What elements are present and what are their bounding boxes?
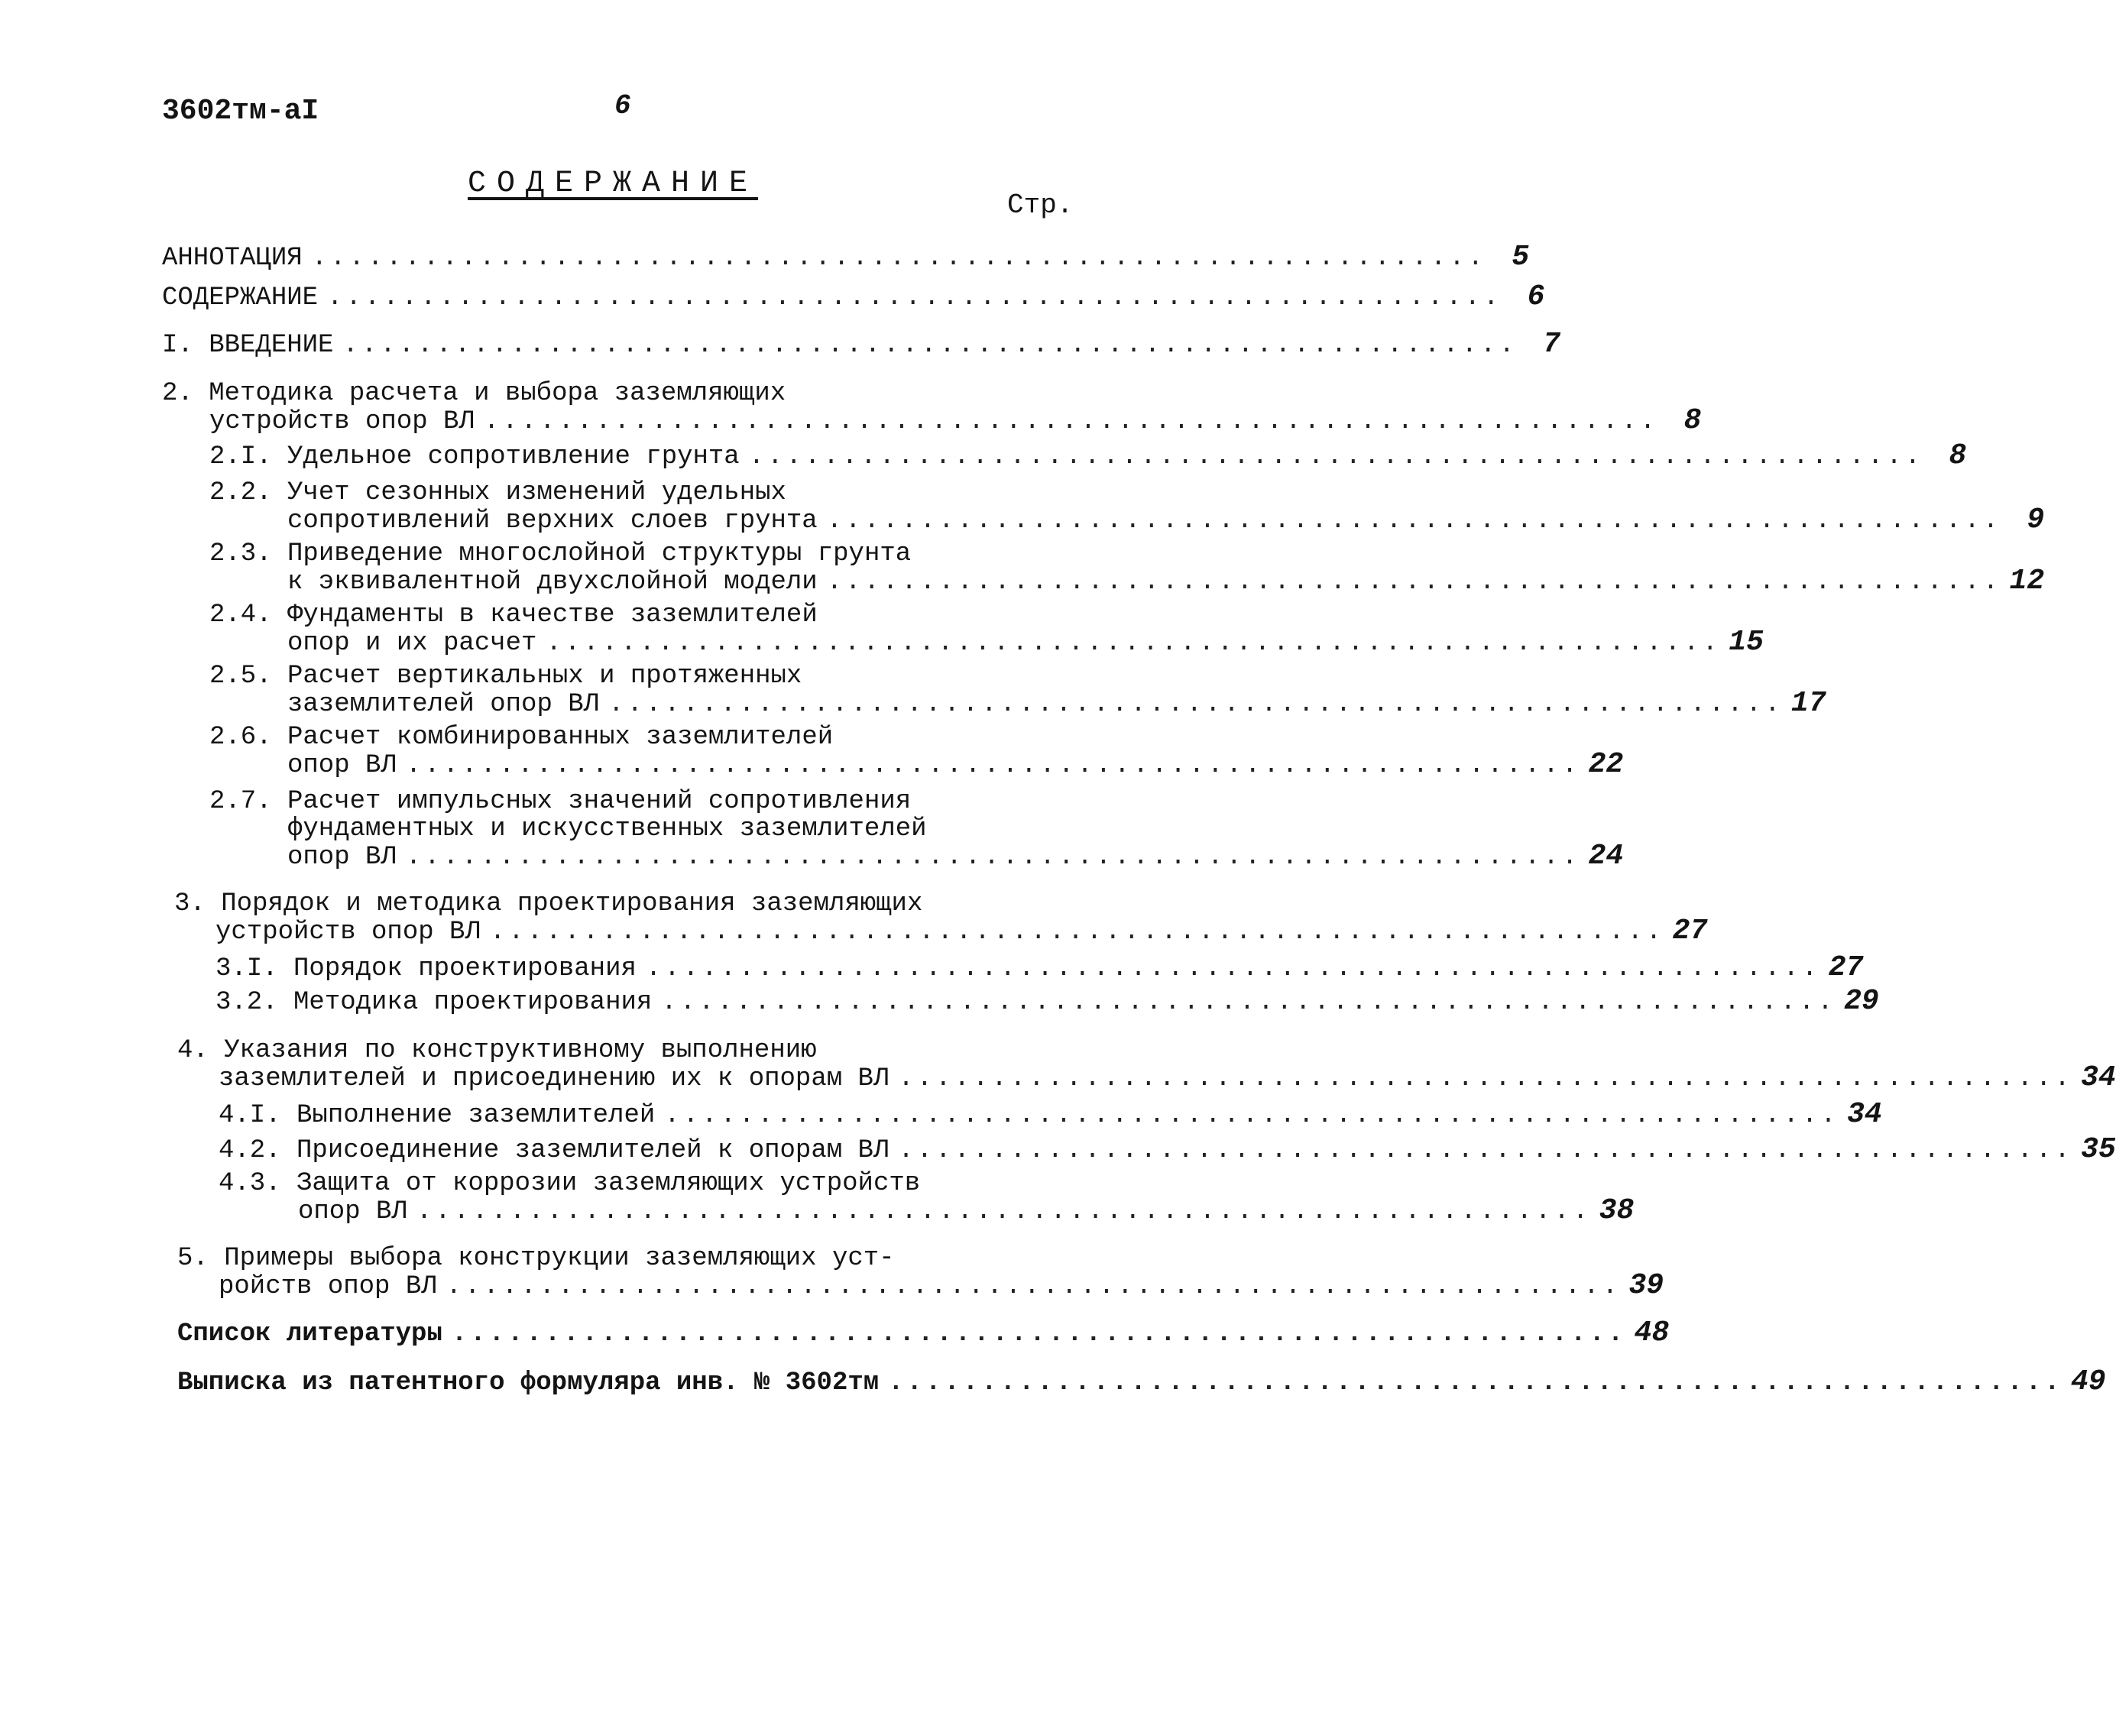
toc-entry-annotation: АННОТАЦИЯ ............................................................... 5 [162,241,1530,274]
toc-entry-section-2-7-line1: 2.7. Расчет импульсных значений сопротивления [209,787,912,816]
leader-dots: ............................................................... [645,954,1821,983]
toc-entry-section-2-5: заземлителей опор ВЛ ............................................................... 17 [287,687,1826,720]
toc-entry-literature: Список литературы ............................................................... 48 [177,1317,1670,1349]
leader-dots: ............................................................... [416,1197,1592,1226]
toc-entry-section-4-2: 4.2. Присоединение заземлителей к опорам ВЛ ............................................................... 35 [219,1133,2116,1166]
leader-dots: ............................................................... [446,1272,1622,1301]
leader-dots: ............................................................... [888,1368,2063,1398]
toc-title: СОДЕРЖАНИЕ [468,167,759,201]
leader-dots: ............................................................... [546,629,1721,658]
toc-entry-section-1: I. ВВЕДЕНИЕ ............................................................... 7 [162,328,1560,361]
leader-dots: ............................................................... [664,1101,1839,1130]
toc-entry-section-4: заземлителей и присоединению их к опорам ВЛ ............................................................... 34 [219,1061,2116,1094]
toc-page-num: 39 [1628,1269,1664,1302]
toc-entry-section-2-2-line1: 2.2. Учет сезонных изменений удельных [209,478,786,507]
toc-entry-section-2-3: к эквивалентной двухслойной модели ............................................................... 12 [287,565,2045,598]
toc-entry-section-3-1: 3.I. Порядок проектирования ............................................................... 27 [215,951,1864,984]
toc-page-num: 35 [2081,1133,2116,1166]
toc-page-num: 49 [2070,1365,2106,1398]
toc-entry-section-2-6-line1: 2.6. Расчет комбинированных заземлителей [209,723,834,752]
toc-entry-patent-extract: Выписка из патентного формуляра инв. № 3602тм ............................................................... 49 [177,1365,2106,1398]
toc-page-num: 48 [1634,1317,1670,1349]
toc-page-num: 12 [2009,565,2045,598]
toc-entry-section-2-7-line2: фундаментных и искусственных заземлителей [287,815,927,844]
toc-page-num: 24 [1588,840,1624,873]
toc-entry-section-2-4: опор и их расчет ............................................................... 15 [287,626,1764,659]
leader-dots: ............................................................... [405,751,1581,780]
toc-page-num: 15 [1729,626,1764,659]
toc-entry-section-4-line1: 4. Указания по конструктивному выполнению [177,1036,817,1065]
toc-page-num: 38 [1599,1194,1635,1227]
leader-dots: ............................................................... [405,843,1581,872]
toc-entry-section-2-2: сопротивлений верхних слоев грунта ............................................................... 9 [287,504,2045,536]
toc-page-num: 34 [1847,1098,1882,1131]
toc-page-num: 8 [1949,439,1967,472]
toc-entry-section-2-5-line1: 2.5. Расчет вертикальных и протяженных [209,662,802,691]
leader-dots: ............................................................... [898,1064,2073,1093]
toc-entry-section-2: устройств опор ВЛ ............................................................... 8 [209,404,1702,437]
leader-dots: ............................................................... [826,568,2002,597]
toc-page-num: 22 [1588,748,1624,781]
leader-dots: ............................................................... [748,442,1924,471]
toc-page-num: 17 [1790,687,1826,720]
leader-dots: ............................................................... [608,690,1784,719]
leader-dots: ............................................................... [327,283,1502,313]
leader-dots: ............................................................... [661,988,1836,1017]
toc-page-num: 34 [2081,1061,2116,1094]
toc-page-num: 29 [1844,985,1879,1018]
toc-entry-section-3-2: 3.2. Методика проектирования ............................................................... 29 [215,985,1879,1018]
leader-dots: ............................................................... [489,918,1665,947]
toc-page-num: 9 [2027,504,2045,536]
toc-entry-section-4-3: опор ВЛ ............................................................... 38 [298,1194,1635,1227]
doc-code: 3602тм-аI [162,95,319,128]
toc-entry-section-5-line1: 5. Примеры выбора конструкции заземляющих уст- [177,1244,895,1273]
leader-dots: ............................................................... [451,1320,1627,1349]
toc-page-num: 27 [1672,915,1708,947]
toc-page-num: 5 [1512,241,1530,274]
toc-entry-section-2-3-line1: 2.3. Приведение многослойной структуры грунта [209,539,912,568]
page-column-label: Стр. [1007,189,1074,221]
toc-page-num: 7 [1543,328,1560,361]
toc-entry-section-5: ройств опор ВЛ ............................................................... 39 [219,1269,1664,1302]
toc-page-num: 8 [1683,404,1702,437]
leader-dots: ............................................................... [826,507,2002,536]
toc-entry-section-2-4-line1: 2.4. Фундаменты в качестве заземлителей [209,601,818,630]
toc-entry-section-3-line1: 3. Порядок и методика проектирования заземляющих [174,889,923,918]
toc-entry-contents: СОДЕРЖАНИЕ ............................................................... 6 [162,280,1545,313]
toc-entry-section-4-3-line1: 4.3. Защита от коррозии заземляющих устройств [219,1169,921,1198]
toc-entry-section-3: устройств опор ВЛ ............................................................... 27 [215,915,1708,947]
toc-entry-section-2-7: опор ВЛ ............................................................... 24 [287,840,1624,873]
leader-dots: ............................................................... [342,331,1518,360]
leader-dots: ............................................................... [311,244,1487,273]
toc-entry-section-2-line1: 2. Методика расчета и выбора заземляющих [162,379,786,408]
leader-dots: ............................................................... [483,407,1659,436]
toc-page-num: 27 [1828,951,1864,984]
toc-entry-section-4-1: 4.I. Выполнение заземлителей ............................................................... 34 [219,1098,1882,1131]
toc-entry-section-2-1: 2.I. Удельное сопротивление грунта ............................................................... 8 [209,439,1967,472]
toc-entry-section-2-6: опор ВЛ ............................................................... 22 [287,748,1624,781]
page-number: 6 [614,90,631,121]
toc-page-num: 6 [1527,280,1545,313]
leader-dots: ............................................................... [898,1136,2073,1165]
